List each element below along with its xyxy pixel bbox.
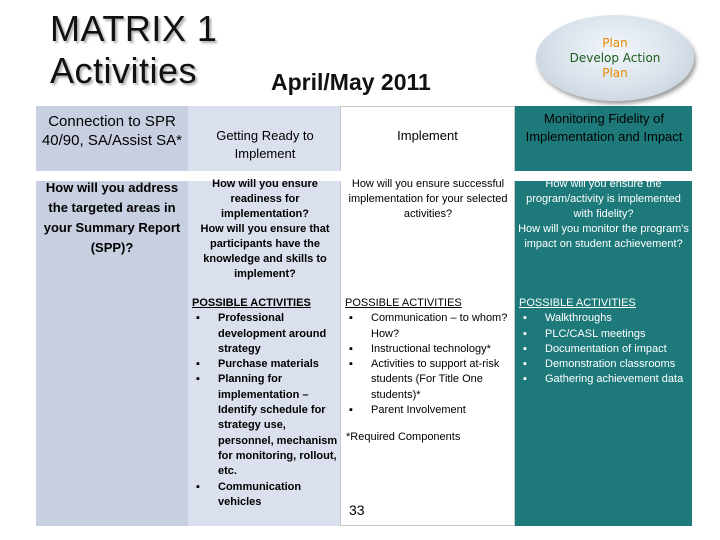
activity-text: Communication vehicles	[218, 480, 302, 508]
required-note: *Required Components	[346, 431, 461, 443]
list-item	[345, 357, 513, 403]
bullet-icon: ▪	[196, 358, 200, 371]
activities-list	[345, 311, 513, 418]
question-knowledge: How will you ensure that participants have the knowledge and skills to implement?	[200, 223, 330, 280]
bullet-icon: ▪	[349, 404, 353, 417]
page-title-line1: MATRIX 1	[50, 8, 218, 49]
oval-line1: Plan	[602, 35, 628, 50]
oval-line3: Plan	[602, 65, 628, 80]
list-item	[345, 403, 513, 418]
bullet-icon: ▪	[523, 342, 527, 355]
activities-col2	[192, 296, 338, 510]
bullet-icon: ▪	[523, 312, 527, 325]
activities-list	[192, 311, 338, 510]
questions-col4	[517, 177, 690, 252]
activity-text: Activities to support at-risk students (For Title One students)*	[371, 358, 500, 401]
oval-line2: Develop Action	[569, 50, 661, 65]
activity-text: Planning for implementation – Identify schedule for strategy use, personnel, mechanism for monitoring, rollout, etc.	[218, 373, 338, 478]
activities-col4	[519, 296, 691, 388]
title-block	[50, 8, 217, 92]
page-title-line2: Activities	[50, 50, 198, 91]
bullet-icon: ▪	[523, 358, 527, 371]
activity-text: Walkthroughs	[545, 312, 612, 325]
bullet-icon: ▪	[196, 480, 200, 493]
activity-text: Documentation of impact	[545, 342, 667, 355]
question-impact: How will you monitor the program's impact on student achievement?	[518, 223, 689, 250]
activities-title: POSSIBLE ACTIVITIES	[345, 297, 462, 309]
list-item	[192, 311, 338, 357]
header-connection: Connection to SPR 40/90, SA/Assist SA*	[41, 113, 183, 149]
header-monitoring: Monitoring Fidelity of Implementation and Impact	[525, 111, 683, 144]
activity-text: Parent Involvement	[371, 404, 466, 417]
header-implement: Implement	[397, 128, 458, 143]
activities-col3	[345, 296, 513, 418]
activity-text: Professional development around strategy	[218, 312, 327, 355]
activity-text: Gathering achievement data	[545, 373, 684, 386]
column-1-panel	[36, 106, 188, 526]
header-getting-ready: Getting Ready to Implement	[216, 128, 314, 161]
list-item	[519, 342, 691, 357]
list-item	[519, 327, 691, 342]
bullet-icon: ▪	[523, 327, 527, 340]
activity-text: Communication – to whom? How?	[371, 312, 508, 340]
question-successful: How will you ensure successful implementation for your selected activities?	[348, 178, 508, 220]
bullet-icon: ▪	[196, 312, 200, 325]
questions-col2	[192, 177, 338, 282]
activities-list	[519, 311, 691, 387]
list-item	[192, 372, 338, 479]
page-number: 33	[349, 502, 365, 518]
questions-col3	[344, 177, 512, 222]
bullet-icon: ▪	[349, 342, 353, 355]
list-item	[192, 480, 338, 511]
bullet-icon: ▪	[349, 358, 353, 371]
activity-text: Demonstration classrooms	[545, 358, 676, 371]
bullet-icon: ▪	[196, 373, 200, 386]
question-col1: How will you address the targeted areas in your Summary Report (SPP)?	[43, 180, 181, 255]
activity-text: PLC/CASL meetings	[545, 327, 646, 340]
activities-title: POSSIBLE ACTIVITIES	[192, 297, 311, 309]
list-item	[345, 311, 513, 342]
question-readiness: How will you ensure readiness for implementation?	[212, 178, 318, 220]
activity-text: Instructional technology*	[371, 342, 491, 355]
list-item	[192, 357, 338, 372]
list-item	[519, 372, 691, 387]
activities-title: POSSIBLE ACTIVITIES	[519, 297, 636, 309]
activity-text: Purchase materials	[218, 358, 319, 371]
bullet-icon: ▪	[523, 373, 527, 386]
plan-oval	[536, 15, 694, 101]
page-subtitle: April/May 2011	[271, 69, 431, 95]
list-item	[519, 311, 691, 326]
list-item	[519, 357, 691, 372]
question-fidelity: How will you ensure the program/activity is implemented with fidelity?	[526, 178, 681, 220]
list-item	[345, 342, 513, 357]
bullet-icon: ▪	[349, 312, 353, 325]
